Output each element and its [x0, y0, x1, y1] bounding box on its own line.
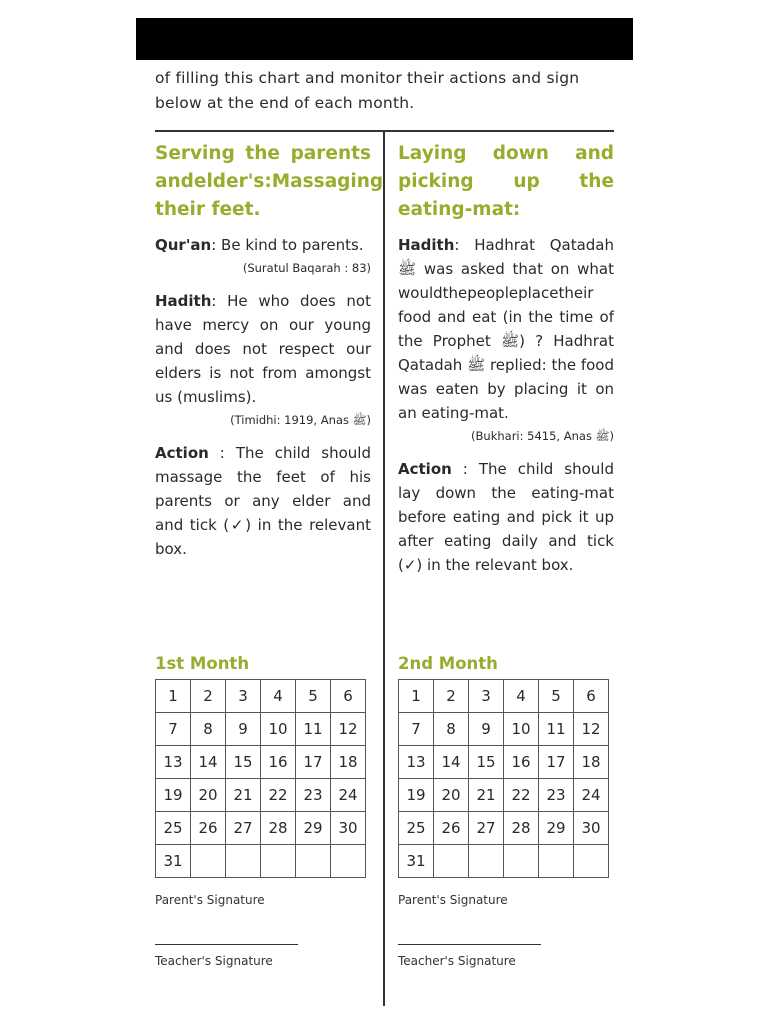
calendar-month-1 [155, 679, 366, 878]
calendar-day-cell[interactable]: 9 [469, 713, 504, 746]
calendar-day-cell[interactable]: 29 [296, 812, 331, 845]
calendar-day-cell[interactable]: 31 [156, 845, 191, 878]
calendar-day-cell[interactable]: 28 [504, 812, 539, 845]
calendar-day-cell[interactable] [296, 845, 331, 878]
calendar-row [399, 812, 609, 845]
calendar-day-cell[interactable]: 2 [191, 680, 226, 713]
left-hadith-ref: (Timidhi: 1919, Anas ﷺ) [230, 413, 371, 427]
parent-signature-label-2: Parent's Signature [398, 893, 508, 907]
calendar-day-cell[interactable]: 12 [574, 713, 609, 746]
hadith-text: : He who does not have mercy on our young and does not respect our elders is not from amongst us (muslims). [155, 292, 371, 406]
calendar-day-cell[interactable]: 30 [331, 812, 366, 845]
calendar-month-2 [398, 679, 609, 878]
calendar-day-cell[interactable]: 8 [191, 713, 226, 746]
calendar-day-cell[interactable]: 12 [331, 713, 366, 746]
calendar-row [399, 713, 609, 746]
right-action [398, 457, 614, 577]
calendar-day-cell[interactable] [574, 845, 609, 878]
calendar-day-cell[interactable]: 4 [261, 680, 296, 713]
calendar-day-cell[interactable]: 16 [504, 746, 539, 779]
intro-text: of filling this chart and monitor their actions and sign below at the end of each month. [155, 69, 580, 112]
calendar-day-cell[interactable]: 11 [296, 713, 331, 746]
calendar-row [156, 779, 366, 812]
calendar-day-cell[interactable]: 6 [574, 680, 609, 713]
left-heading: Serving the parents andelder's:Massaging their feet. [155, 143, 384, 220]
calendar-day-cell[interactable]: 25 [156, 812, 191, 845]
calendar-day-cell[interactable]: 13 [156, 746, 191, 779]
calendar-day-cell[interactable]: 30 [574, 812, 609, 845]
calendar-day-cell[interactable]: 10 [261, 713, 296, 746]
calendar-day-cell[interactable]: 28 [261, 812, 296, 845]
calendar-day-cell[interactable]: 17 [539, 746, 574, 779]
calendar-day-cell[interactable]: 31 [399, 845, 434, 878]
calendar-day-cell[interactable]: 20 [434, 779, 469, 812]
calendar-day-cell[interactable]: 15 [226, 746, 261, 779]
calendar-day-cell[interactable]: 14 [191, 746, 226, 779]
action-label: Action [398, 460, 452, 478]
calendar-day-cell[interactable]: 4 [504, 680, 539, 713]
action-text: : The child should massage the feet of his parents or any elder and and tick (✓) in the relevant box. [155, 444, 371, 558]
month-title-1: 1st Month [155, 654, 250, 673]
signature-line-2 [398, 944, 541, 945]
calendar-row [156, 680, 366, 713]
right-hadith [398, 233, 614, 425]
redaction-bar [136, 18, 633, 60]
calendar-day-cell[interactable]: 24 [331, 779, 366, 812]
calendar-day-cell[interactable]: 23 [296, 779, 331, 812]
teacher-signature-label-2: Teacher's Signature [398, 954, 516, 968]
calendar-day-cell[interactable]: 10 [504, 713, 539, 746]
calendar-day-cell[interactable]: 8 [434, 713, 469, 746]
calendar-day-cell[interactable] [331, 845, 366, 878]
calendar-day-cell[interactable]: 18 [574, 746, 609, 779]
calendar-day-cell[interactable] [434, 845, 469, 878]
calendar-day-cell[interactable]: 15 [469, 746, 504, 779]
calendar-day-cell[interactable] [539, 845, 574, 878]
hadith-text: : Hadhrat Qatadah ﷺ was asked that on what wouldthepeopleplacetheir food and eat (in the time of the Prophet ﷺ) ? Hadhrat Qatadah ﷺ replied: the food was eaten by placing it on an eating-mat. [398, 236, 614, 422]
calendar-row [156, 845, 366, 878]
calendar-day-cell[interactable]: 3 [226, 680, 261, 713]
calendar-row [156, 812, 366, 845]
calendar-day-cell[interactable]: 20 [191, 779, 226, 812]
calendar-day-cell[interactable]: 7 [399, 713, 434, 746]
calendar-row [399, 746, 609, 779]
teacher-signature-label-1: Teacher's Signature [155, 954, 273, 968]
calendar-row [399, 680, 609, 713]
calendar-day-cell[interactable]: 25 [399, 812, 434, 845]
calendar-day-cell[interactable] [469, 845, 504, 878]
hadith-label: Hadith [155, 292, 212, 310]
calendar-day-cell[interactable]: 18 [331, 746, 366, 779]
calendar-row [399, 779, 609, 812]
calendar-day-cell[interactable]: 21 [469, 779, 504, 812]
month-title-2: 2nd Month [398, 654, 498, 673]
calendar-day-cell[interactable]: 22 [261, 779, 296, 812]
right-heading: Laying down and picking up the eating-mat: [398, 143, 614, 220]
calendar-row [156, 746, 366, 779]
calendar-day-cell[interactable]: 23 [539, 779, 574, 812]
action-label: Action [155, 444, 209, 462]
calendar-day-cell[interactable]: 5 [296, 680, 331, 713]
calendar-day-cell[interactable]: 1 [156, 680, 191, 713]
signature-line-1 [155, 944, 298, 945]
calendar-day-cell[interactable]: 1 [399, 680, 434, 713]
calendar-day-cell[interactable]: 9 [226, 713, 261, 746]
right-column [398, 140, 614, 577]
calendar-day-cell[interactable]: 26 [434, 812, 469, 845]
calendar-day-cell[interactable]: 2 [434, 680, 469, 713]
quran-label: Qur'an [155, 236, 212, 254]
calendar-day-cell[interactable]: 27 [469, 812, 504, 845]
calendar-day-cell[interactable] [261, 845, 296, 878]
calendar-day-cell[interactable]: 14 [434, 746, 469, 779]
calendar-day-cell[interactable]: 5 [539, 680, 574, 713]
calendar-day-cell[interactable]: 13 [399, 746, 434, 779]
calendar-day-cell[interactable]: 17 [296, 746, 331, 779]
calendar-day-cell[interactable] [191, 845, 226, 878]
calendar-day-cell[interactable]: 27 [226, 812, 261, 845]
parent-signature-label-1: Parent's Signature [155, 893, 265, 907]
calendar-row [156, 713, 366, 746]
calendar-day-cell[interactable]: 21 [226, 779, 261, 812]
column-divider [383, 131, 385, 1006]
hadith-label: Hadith [398, 236, 455, 254]
calendar-day-cell[interactable]: 24 [574, 779, 609, 812]
calendar-day-cell[interactable]: 29 [539, 812, 574, 845]
left-quran [155, 233, 371, 257]
calendar-day-cell[interactable]: 19 [156, 779, 191, 812]
left-quran-ref: (Suratul Baqarah : 83) [242, 261, 371, 275]
calendar-day-cell[interactable]: 11 [539, 713, 574, 746]
left-hadith [155, 289, 371, 409]
calendar-day-cell[interactable]: 22 [504, 779, 539, 812]
calendar-day-cell[interactable]: 6 [331, 680, 366, 713]
calendar-day-cell[interactable] [226, 845, 261, 878]
left-column [155, 140, 384, 561]
left-action [155, 441, 371, 561]
calendar-day-cell[interactable]: 19 [399, 779, 434, 812]
calendar-day-cell[interactable]: 16 [261, 746, 296, 779]
calendar-day-cell[interactable]: 3 [469, 680, 504, 713]
action-text: : The child should lay down the eating-mat before eating and pick it up after eating daily and tick (✓) in the relevant box. [398, 460, 614, 574]
calendar-day-cell[interactable]: 7 [156, 713, 191, 746]
quran-text: : Be kind to parents. [211, 236, 364, 254]
calendar-day-cell[interactable] [504, 845, 539, 878]
calendar-day-cell[interactable]: 26 [191, 812, 226, 845]
right-hadith-ref: (Bukhari: 5415, Anas ﷺ) [471, 429, 614, 443]
calendar-row [399, 845, 609, 878]
